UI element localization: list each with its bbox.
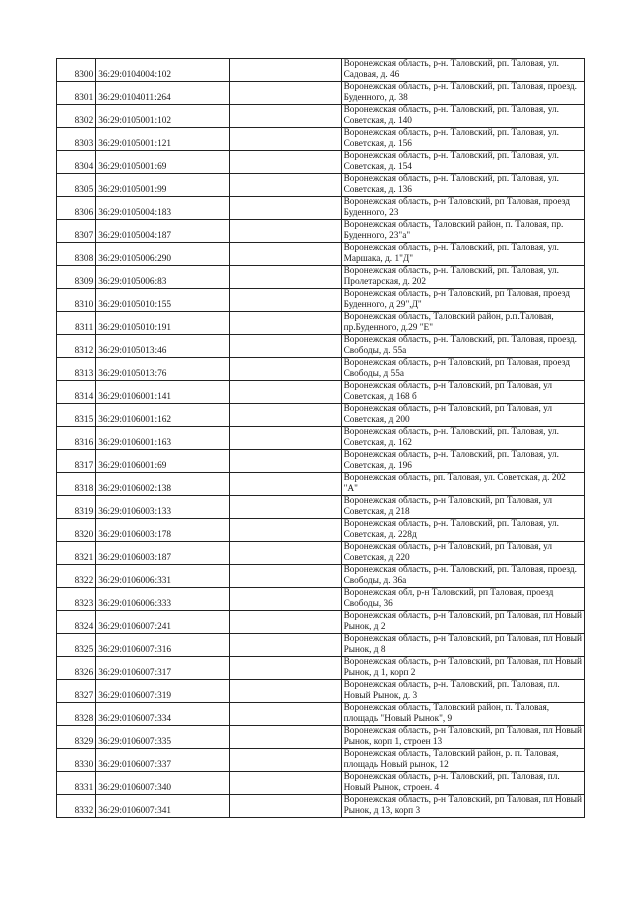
row-number-cell: 8300 xyxy=(57,59,96,82)
row-number-cell: 8312 xyxy=(57,335,96,358)
row-number-cell: 8306 xyxy=(57,197,96,220)
address-cell: Воронежская обл, р-н Таловский, рп Таловая, проезд Свободы, 36 xyxy=(341,588,584,611)
row-number-cell: 8311 xyxy=(57,312,96,335)
address-cell: Воронежская область, р-н Таловский, рп Таловая, проезд Буденного, 23 xyxy=(341,197,584,220)
cadastral-number-cell: 36:29:0106007:241 xyxy=(96,611,230,634)
cadastral-number-cell: 36:29:0105013:76 xyxy=(96,358,230,381)
row-number-cell: 8325 xyxy=(57,634,96,657)
cadastral-number-cell: 36:29:0106003:187 xyxy=(96,542,230,565)
address-cell: Воронежская область, рп. Таловая, ул. Советская, д. 202 "А" xyxy=(341,473,584,496)
cadastral-number-cell: 36:29:0105001:99 xyxy=(96,174,230,197)
table-row xyxy=(57,772,585,795)
table-row xyxy=(57,82,585,105)
cadastral-number-cell: 36:29:0106007:337 xyxy=(96,749,230,772)
cadastral-number-cell: 36:29:0106007:335 xyxy=(96,726,230,749)
row-number-cell: 8332 xyxy=(57,795,96,818)
table-row xyxy=(57,289,585,312)
cadastral-number-cell: 36:29:0106006:331 xyxy=(96,565,230,588)
row-number-cell: 8326 xyxy=(57,657,96,680)
empty-cell xyxy=(229,795,341,818)
table-row xyxy=(57,519,585,542)
table-row xyxy=(57,220,585,243)
cadastral-number-cell: 36:29:0105006:290 xyxy=(96,243,230,266)
empty-cell xyxy=(229,680,341,703)
empty-cell xyxy=(229,381,341,404)
empty-cell xyxy=(229,358,341,381)
address-cell: Воронежская область, р-н. Таловский, рп. Таловая, ул. Советская, д. 154 xyxy=(341,151,584,174)
row-number-cell: 8330 xyxy=(57,749,96,772)
empty-cell xyxy=(229,335,341,358)
empty-cell xyxy=(229,59,341,82)
address-cell: Воронежская область, р-н Таловский, рп Таловая, ул Советская, д 218 xyxy=(341,496,584,519)
row-number-cell: 8316 xyxy=(57,427,96,450)
empty-cell xyxy=(229,611,341,634)
empty-cell xyxy=(229,772,341,795)
table-row xyxy=(57,358,585,381)
empty-cell xyxy=(229,588,341,611)
cadastral-number-cell: 36:29:0106002:138 xyxy=(96,473,230,496)
table-row xyxy=(57,703,585,726)
empty-cell xyxy=(229,82,341,105)
row-number-cell: 8329 xyxy=(57,726,96,749)
table-row xyxy=(57,266,585,289)
cadastral-number-cell: 36:29:0105010:155 xyxy=(96,289,230,312)
row-number-cell: 8321 xyxy=(57,542,96,565)
address-cell: Воронежская область, р-н. Таловский, рп. Таловая, ул. Советская, д. 162 xyxy=(341,427,584,450)
row-number-cell: 8309 xyxy=(57,266,96,289)
table-row xyxy=(57,588,585,611)
cadastral-number-cell: 36:29:0104004:102 xyxy=(96,59,230,82)
empty-cell xyxy=(229,312,341,335)
row-number-cell: 8301 xyxy=(57,82,96,105)
cadastral-number-cell: 36:29:0106007:316 xyxy=(96,634,230,657)
address-cell: Воронежская область, р-н Таловский, рп Таловая, проезд Буденного, д 29",Д" xyxy=(341,289,584,312)
table-row xyxy=(57,59,585,82)
empty-cell xyxy=(229,542,341,565)
row-number-cell: 8317 xyxy=(57,450,96,473)
empty-cell xyxy=(229,105,341,128)
address-cell: Воронежская область, Таловский район, п. Таловая, площадь "Новый Рынок", 9 xyxy=(341,703,584,726)
empty-cell xyxy=(229,634,341,657)
address-cell: Воронежская область, р-н Таловский, рп Таловая, пл Новый Рынок, д 13, корп 3 xyxy=(341,795,584,818)
table-row xyxy=(57,726,585,749)
empty-cell xyxy=(229,404,341,427)
cadastral-number-cell: 36:29:0105001:121 xyxy=(96,128,230,151)
registry-table xyxy=(56,58,585,818)
address-cell: Воронежская область, р-н. Таловский, рп. Таловая, ул. Советская, д. 156 xyxy=(341,128,584,151)
row-number-cell: 8328 xyxy=(57,703,96,726)
row-number-cell: 8315 xyxy=(57,404,96,427)
table-row xyxy=(57,611,585,634)
row-number-cell: 8308 xyxy=(57,243,96,266)
cadastral-number-cell: 36:29:0105006:83 xyxy=(96,266,230,289)
cadastral-number-cell: 36:29:0104011:264 xyxy=(96,82,230,105)
cadastral-number-cell: 36:29:0105004:187 xyxy=(96,220,230,243)
empty-cell xyxy=(229,450,341,473)
table-row xyxy=(57,749,585,772)
table-row xyxy=(57,634,585,657)
row-number-cell: 8322 xyxy=(57,565,96,588)
address-cell: Воронежская область, р-н. Таловский, рп. Таловая, ул. Садовая, д. 46 xyxy=(341,59,584,82)
row-number-cell: 8302 xyxy=(57,105,96,128)
empty-cell xyxy=(229,289,341,312)
cadastral-number-cell: 36:29:0106007:317 xyxy=(96,657,230,680)
cadastral-number-cell: 36:29:0106001:162 xyxy=(96,404,230,427)
cadastral-number-cell: 36:29:0106001:163 xyxy=(96,427,230,450)
empty-cell xyxy=(229,473,341,496)
table-row xyxy=(57,128,585,151)
address-cell: Воронежская область, р-н. Таловский, рп. Таловая, ул. Советская, д. 140 xyxy=(341,105,584,128)
address-cell: Воронежская область, р-н. Таловский, рп. Таловая, ул. Советская, д. 196 xyxy=(341,450,584,473)
row-number-cell: 8304 xyxy=(57,151,96,174)
table-row xyxy=(57,197,585,220)
table-row xyxy=(57,450,585,473)
row-number-cell: 8331 xyxy=(57,772,96,795)
cadastral-number-cell: 36:29:0105001:102 xyxy=(96,105,230,128)
table-row xyxy=(57,496,585,519)
address-cell: Воронежская область, р-н Таловский, рп Таловая, пл Новый Рынок, д 1, корп 2 xyxy=(341,657,584,680)
cadastral-number-cell: 36:29:0106007:319 xyxy=(96,680,230,703)
address-cell: Воронежская область, р-н. Таловский, рп. Таловая, ул. Пролетарская, д. 202 xyxy=(341,266,584,289)
cadastral-number-cell: 36:29:0105001:69 xyxy=(96,151,230,174)
address-cell: Воронежская область, Таловский район, р. п. Таловая, площадь Новый рынок, 12 xyxy=(341,749,584,772)
empty-cell xyxy=(229,128,341,151)
table-row xyxy=(57,381,585,404)
table-row xyxy=(57,427,585,450)
address-cell: Воронежская область, р-н. Таловский, рп. Таловая, проезд. Буденного, д. 38 xyxy=(341,82,584,105)
empty-cell xyxy=(229,197,341,220)
address-cell: Воронежская область, р-н. Таловский, рп. Таловая, ул. Советская, д. 136 xyxy=(341,174,584,197)
address-cell: Воронежская область, р-н. Таловский, рп. Таловая, проезд. Свободы, д. 36а xyxy=(341,565,584,588)
row-number-cell: 8319 xyxy=(57,496,96,519)
row-number-cell: 8303 xyxy=(57,128,96,151)
table-row xyxy=(57,243,585,266)
cadastral-number-cell: 36:29:0106007:341 xyxy=(96,795,230,818)
table-row xyxy=(57,151,585,174)
empty-cell xyxy=(229,266,341,289)
address-cell: Воронежская область, р-н. Таловский, рп. Таловая, пл. Новый Рынок, строен. 4 xyxy=(341,772,584,795)
address-cell: Воронежская область, р-н Таловский, рп Таловая, ул Советская, д 200 xyxy=(341,404,584,427)
empty-cell xyxy=(229,496,341,519)
address-cell: Воронежская область, р-н. Таловский, рп. Таловая, ул. Маршака, д. 1"Д" xyxy=(341,243,584,266)
address-cell: Воронежская область, р-н Таловский, рп Таловая, проезд Свободы, д 55а xyxy=(341,358,584,381)
row-number-cell: 8320 xyxy=(57,519,96,542)
empty-cell xyxy=(229,703,341,726)
address-cell: Воронежская область, р-н. Таловский, рп. Таловая, проезд. Свободы, д. 55а xyxy=(341,335,584,358)
empty-cell xyxy=(229,243,341,266)
table-row xyxy=(57,680,585,703)
empty-cell xyxy=(229,427,341,450)
address-cell: Воронежская область, Таловский район, п. Таловая, пр. Буденного, 23"а" xyxy=(341,220,584,243)
cadastral-number-cell: 36:29:0106007:340 xyxy=(96,772,230,795)
cadastral-number-cell: 36:29:0106006:333 xyxy=(96,588,230,611)
cadastral-number-cell: 36:29:0105010:191 xyxy=(96,312,230,335)
table-row xyxy=(57,565,585,588)
cadastral-number-cell: 36:29:0106003:178 xyxy=(96,519,230,542)
address-cell: Воронежская область, р-н Таловский, рп Таловая, ул Советская, д 220 xyxy=(341,542,584,565)
cadastral-number-cell: 36:29:0106001:69 xyxy=(96,450,230,473)
table-row xyxy=(57,312,585,335)
address-cell: Воронежская область, р-н Таловский, рп Таловая, пл Новый Рынок, корп 1, строен 13 xyxy=(341,726,584,749)
empty-cell xyxy=(229,519,341,542)
empty-cell xyxy=(229,565,341,588)
empty-cell xyxy=(229,220,341,243)
table-row xyxy=(57,174,585,197)
empty-cell xyxy=(229,749,341,772)
table-row xyxy=(57,542,585,565)
row-number-cell: 8313 xyxy=(57,358,96,381)
empty-cell xyxy=(229,657,341,680)
row-number-cell: 8318 xyxy=(57,473,96,496)
table-row xyxy=(57,404,585,427)
cadastral-number-cell: 36:29:0106007:334 xyxy=(96,703,230,726)
address-cell: Воронежская область, р-н Таловский, рп Таловая, ул Советская, д 168 б xyxy=(341,381,584,404)
table-row xyxy=(57,795,585,818)
cadastral-number-cell: 36:29:0105004:183 xyxy=(96,197,230,220)
table-row xyxy=(57,105,585,128)
address-cell: Воронежская область, р-н. Таловский, рп. Таловая, пл. Новый Рынок, д. 3 xyxy=(341,680,584,703)
cadastral-number-cell: 36:29:0106001:141 xyxy=(96,381,230,404)
address-cell: Воронежская область, р-н Таловский, рп Таловая, пл Новый Рынок, д 2 xyxy=(341,611,584,634)
empty-cell xyxy=(229,151,341,174)
table-row xyxy=(57,473,585,496)
address-cell: Воронежская область, Таловский район, р.п.Таловая, пр.Буденного, д.29 "Е" xyxy=(341,312,584,335)
empty-cell xyxy=(229,174,341,197)
table-row xyxy=(57,335,585,358)
address-cell: Воронежская область, р-н. Таловский, рп. Таловая, ул. Советская, д. 228д xyxy=(341,519,584,542)
row-number-cell: 8323 xyxy=(57,588,96,611)
cadastral-number-cell: 36:29:0106003:133 xyxy=(96,496,230,519)
row-number-cell: 8305 xyxy=(57,174,96,197)
row-number-cell: 8307 xyxy=(57,220,96,243)
table-row xyxy=(57,657,585,680)
cadastral-number-cell: 36:29:0105013:46 xyxy=(96,335,230,358)
registry-table-body xyxy=(57,59,585,818)
address-cell: Воронежская область, р-н Таловский, рп Таловая, пл Новый Рынок, д 8 xyxy=(341,634,584,657)
row-number-cell: 8310 xyxy=(57,289,96,312)
row-number-cell: 8314 xyxy=(57,381,96,404)
row-number-cell: 8327 xyxy=(57,680,96,703)
empty-cell xyxy=(229,726,341,749)
row-number-cell: 8324 xyxy=(57,611,96,634)
